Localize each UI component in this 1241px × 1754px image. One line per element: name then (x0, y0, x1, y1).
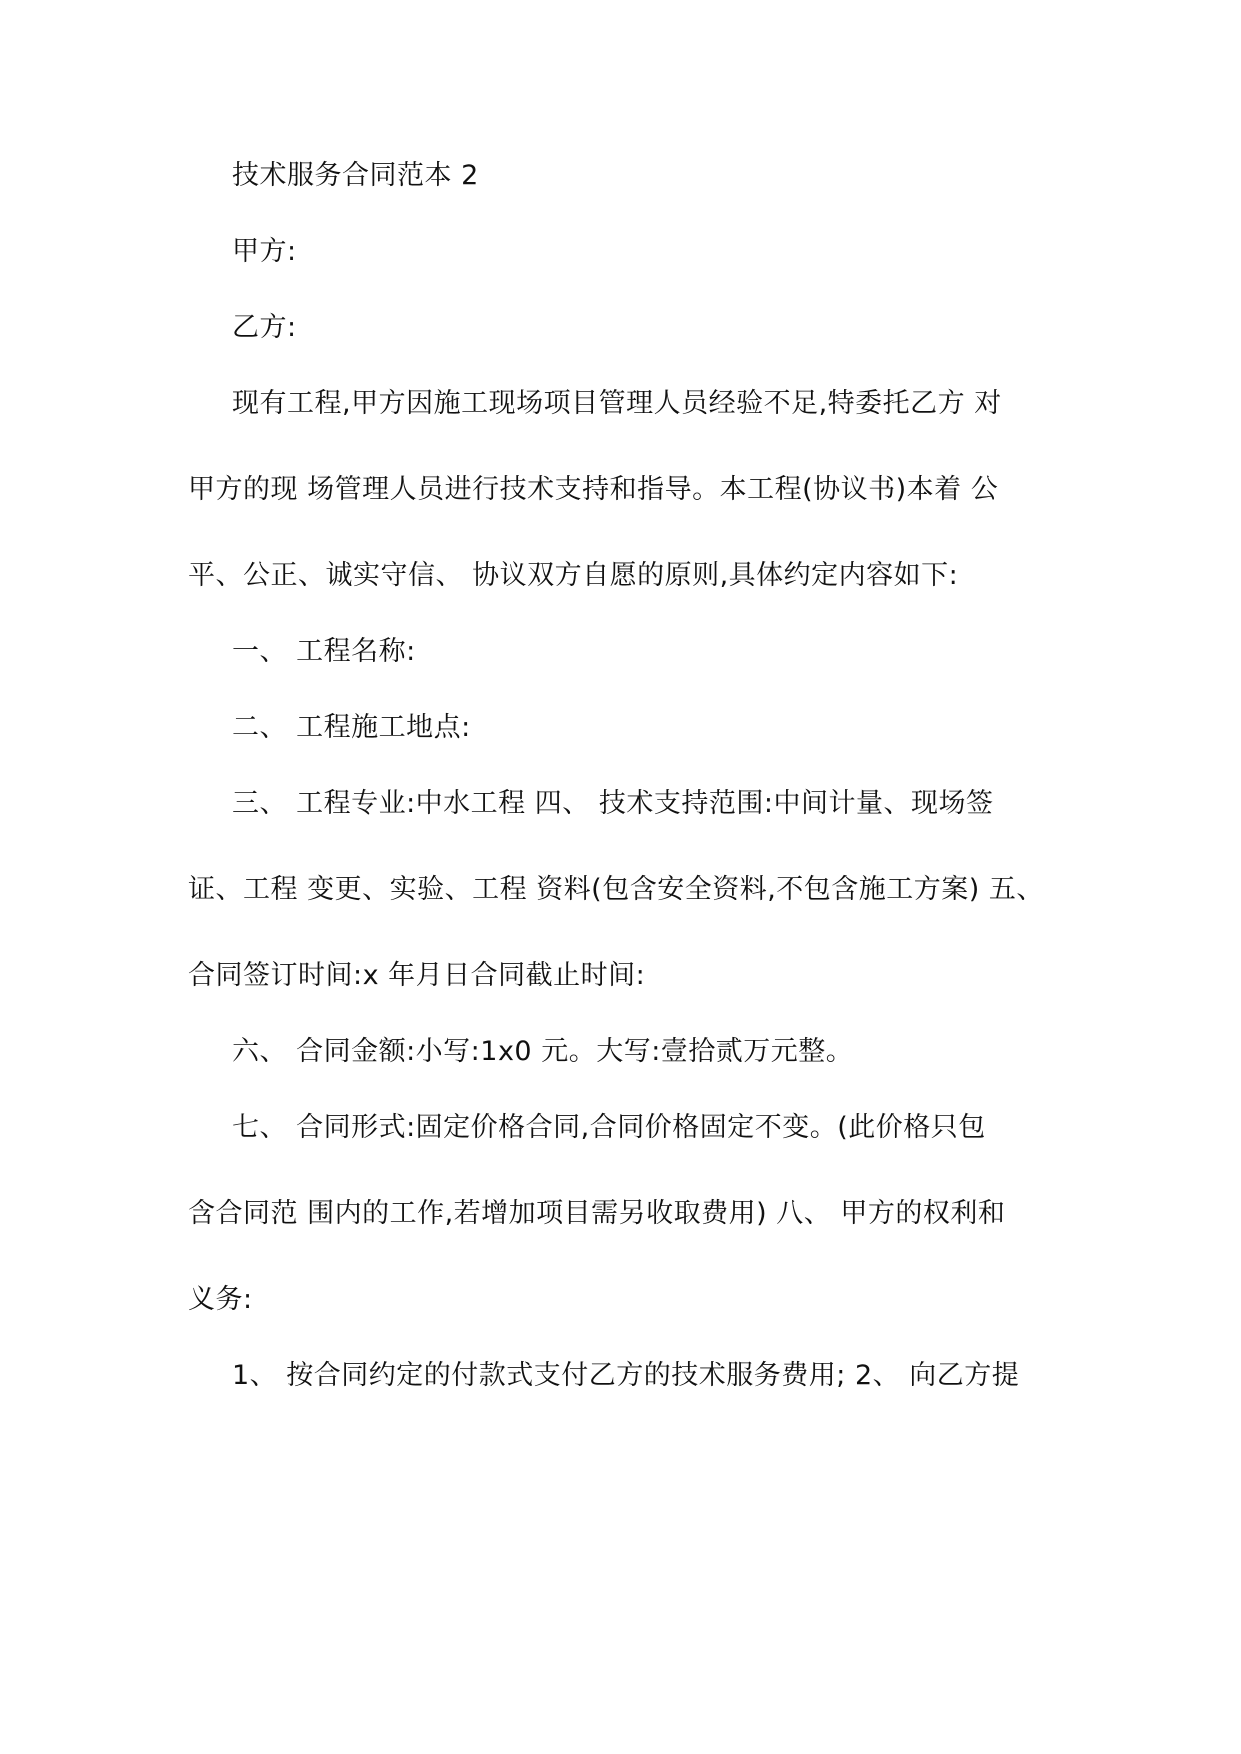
clause-obligations: 1、 按合同约定的付款式支付乙方的技术服务费用; 2、 向乙方提 (232, 1360, 1020, 1391)
paragraph-line: 含合同范 围内的工作,若增加项目需另收取费用) 八、 甲方的权利和 (188, 1198, 1006, 1229)
paragraph-line: 平、公正、诚实守信、 协议双方自愿的原则,具体约定内容如下: (188, 560, 959, 591)
clause-specialty: 三、 工程专业:中水工程 四、 技术支持范围:中间计量、现场签 (232, 788, 994, 819)
clause-contract-form: 七、 合同形式:固定价格合同,合同价格固定不变。(此价格只包 (232, 1112, 986, 1143)
paragraph-line: 现有工程,甲方因施工现场项目管理人员经验不足,特委托乙方 对 (232, 388, 1002, 419)
paragraph-line: 义务: (188, 1284, 253, 1315)
party-a-label: 甲方: (232, 236, 297, 267)
clause-project-name: 一、 工程名称: (232, 636, 416, 667)
paragraph-line: 证、工程 变更、实验、工程 资料(包含安全资料,不包含施工方案) 五、 (188, 874, 1044, 905)
clause-construction-site: 二、 工程施工地点: (232, 712, 471, 743)
clause-amount: 六、 合同金额:小写:1x0 元。大写:壹拾贰万元整。 (232, 1036, 854, 1067)
document-title: 技术服务合同范本 2 (232, 160, 479, 191)
paragraph-line: 甲方的现 场管理人员进行技术支持和指导。本工程(协议书)本着 公 (188, 474, 999, 505)
clause-sign-date: 合同签订时间:x 年月日合同截止时间: (188, 960, 646, 991)
party-b-label: 乙方: (232, 312, 297, 343)
